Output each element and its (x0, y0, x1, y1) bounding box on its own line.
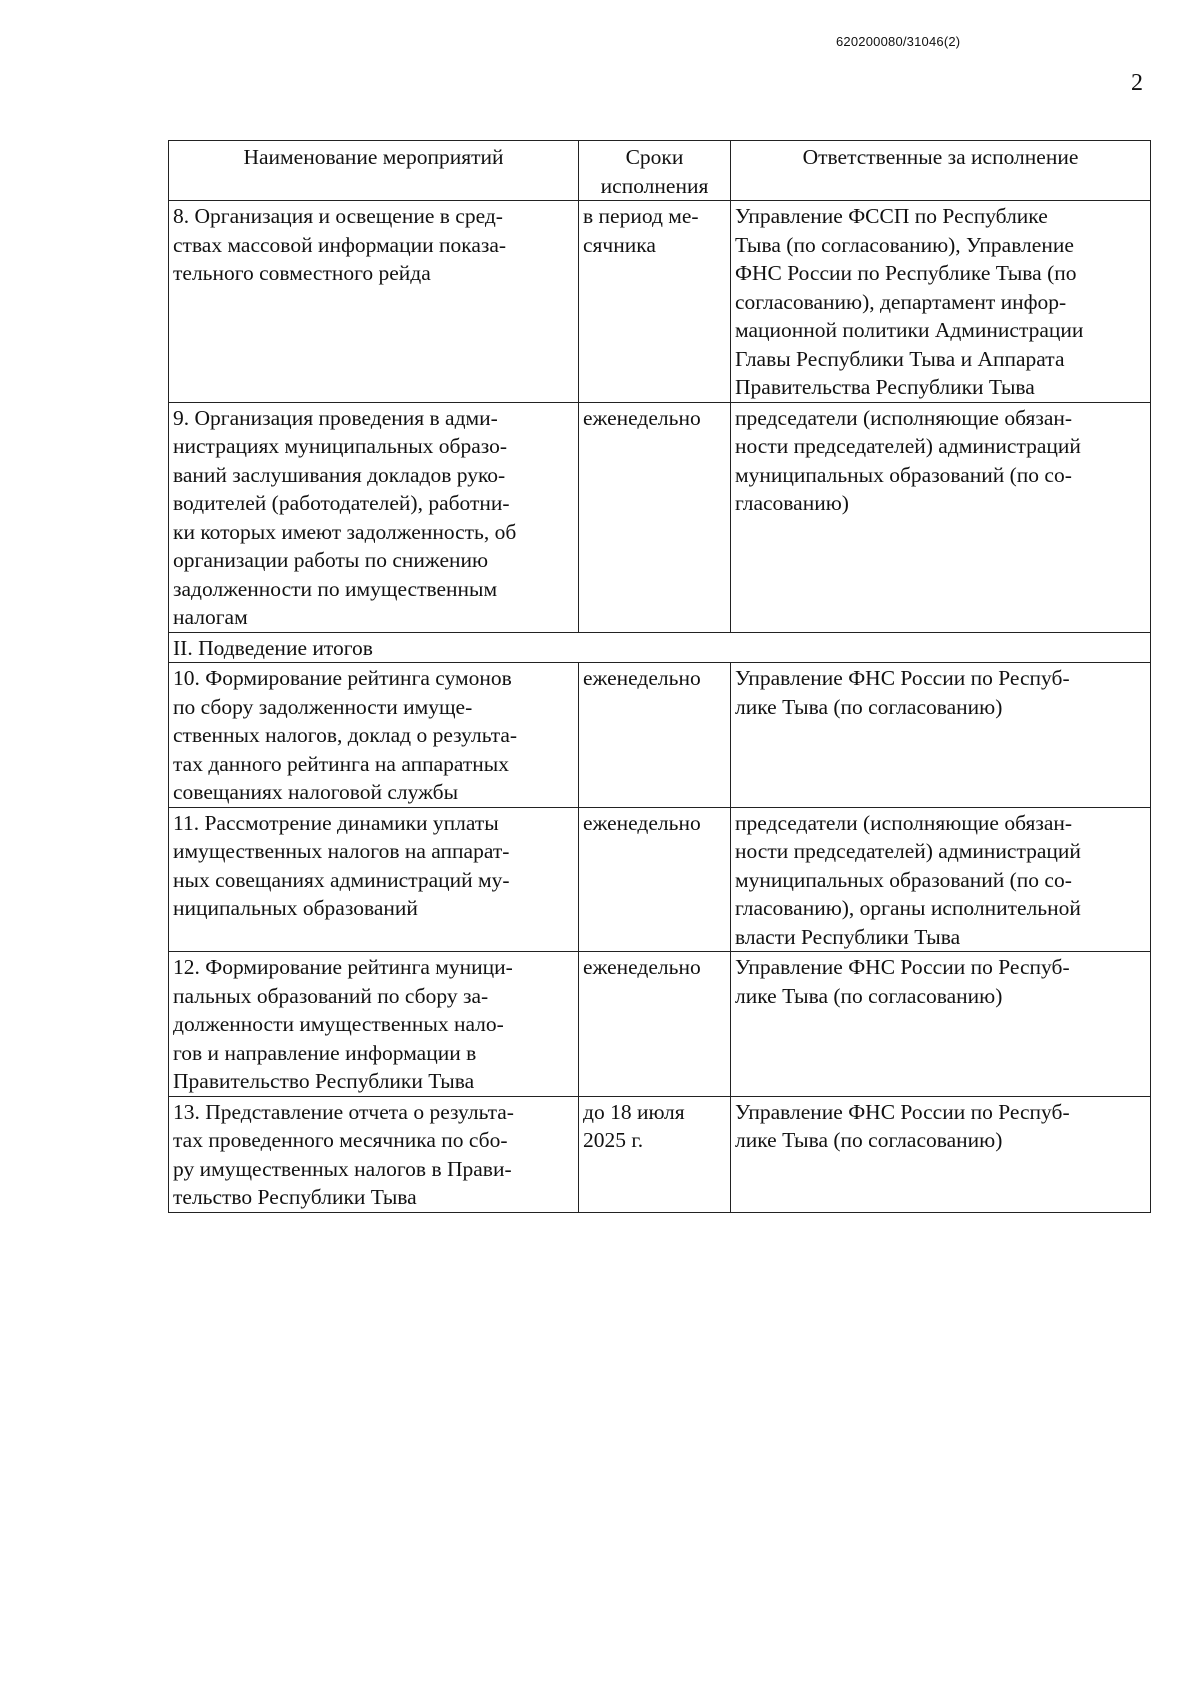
header-event-name: Наименование мероприятий (169, 141, 579, 201)
page-number: 2 (1131, 70, 1143, 96)
table-row (169, 663, 1151, 808)
table-row (169, 402, 1151, 632)
responsible-cell: Управление ФССП по Республике Тыва (по согласованию), Управление ФНС России по Республике Тыва (по согласованию), департамент инфор- мационной политики Администрации Главы Республики Тыва и Аппарата Правительства Республики Тыва (731, 201, 1151, 403)
term-cell: еженедельно (579, 952, 731, 1097)
responsible-cell: Управление ФНС России по Респуб- лике Тыва (по согласованию) (731, 1096, 1151, 1212)
event-cell: 8. Организация и освещение в сред- ствах массовой информации показа- тельного совместного рейда (169, 201, 579, 403)
event-cell: 11. Рассмотрение динамики уплаты имущественных налогов на аппарат- ных совещаниях администраций му- ниципальных образований (169, 807, 579, 952)
table-header-row (169, 141, 1151, 201)
header-responsible: Ответственные за исполнение (731, 141, 1151, 201)
header-term: Сроки исполнения (579, 141, 731, 201)
activities-table (168, 140, 1151, 1213)
term-cell: в период ме- сячника (579, 201, 731, 403)
event-cell: 12. Формирование рейтинга муници- пальных образований по сбору за- долженности имущественных нало- гов и направление информации в Правительство Республики Тыва (169, 952, 579, 1097)
table-row (169, 952, 1151, 1097)
term-cell: еженедельно (579, 807, 731, 952)
term-cell: еженедельно (579, 402, 731, 632)
document-registration-number: 620200080/31046(2) (836, 34, 961, 49)
table-row (169, 201, 1151, 403)
responsible-cell: председатели (исполняющие обязан- ности председателей) администраций муниципальных образований (по со- гласованию), органы исполнительной власти Республики Тыва (731, 807, 1151, 952)
event-cell: 10. Формирование рейтинга сумонов по сбору задолженности имуще- ственных налогов, доклад о результа- тах данного рейтинга на аппаратных совещаниях налоговой службы (169, 663, 579, 808)
table-row (169, 807, 1151, 952)
event-cell: 9. Организация проведения в адми- нистрациях муниципальных образо- ваний заслушивания докладов руко- водителей (работодателей), работни- ки которых имеют задолженность, об организации работы по снижению задолженности по имущественным налогам (169, 402, 579, 632)
section-row (169, 632, 1151, 663)
responsible-cell: Управление ФНС России по Респуб- лике Тыва (по согласованию) (731, 663, 1151, 808)
table-row (169, 1096, 1151, 1212)
event-cell: 13. Представление отчета о результа- тах проведенного месячника по сбо- ру имущественных налогов в Прави- тельство Республики Тыва (169, 1096, 579, 1212)
responsible-cell: председатели (исполняющие обязан- ности председателей) администраций муниципальных образований (по со- гласованию) (731, 402, 1151, 632)
term-cell: еженедельно (579, 663, 731, 808)
term-cell: до 18 июля 2025 г. (579, 1096, 731, 1212)
section-title: II. Подведение итогов (169, 632, 1151, 663)
responsible-cell: Управление ФНС России по Респуб- лике Тыва (по согласованию) (731, 952, 1151, 1097)
